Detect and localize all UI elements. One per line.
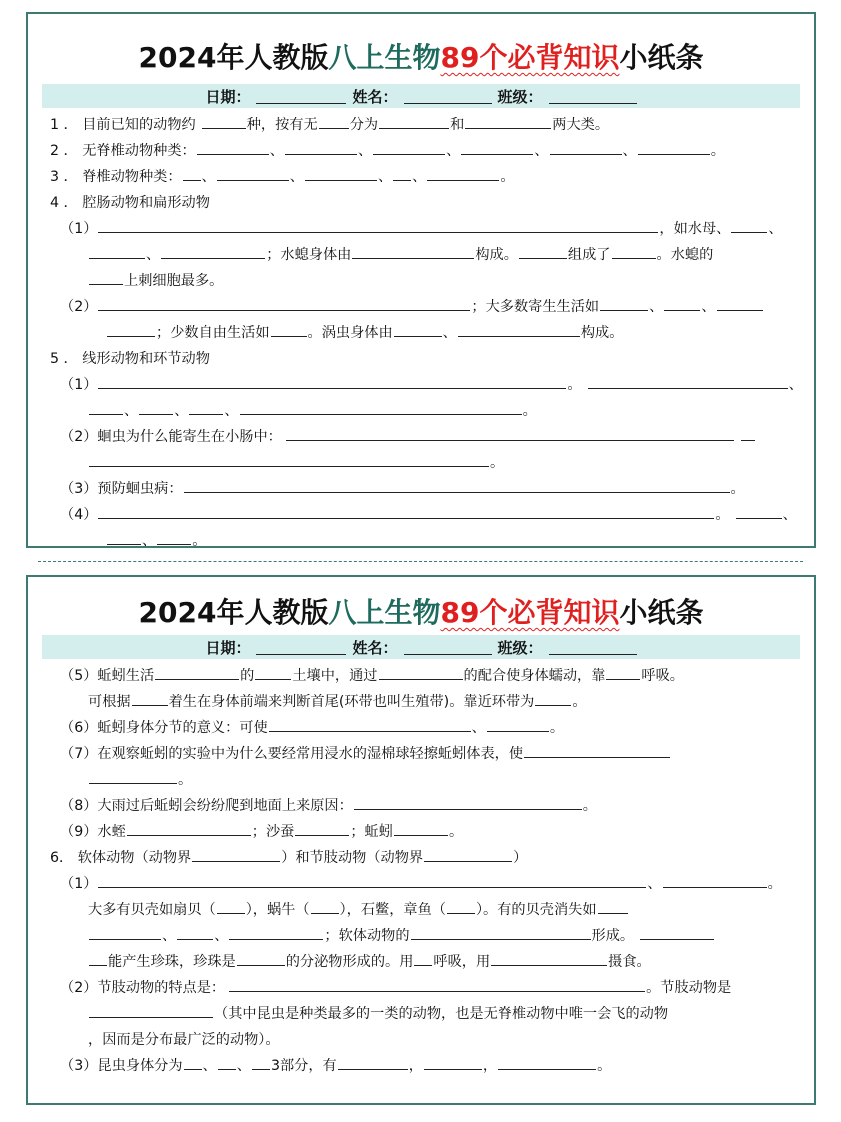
question-5-2-cont: 。 (28, 450, 814, 476)
question-4-1: （1） ，如水母、 、 (60, 221, 783, 237)
question-5-6: （6）蚯蚓身体分节的意义：可使 、 。 (60, 720, 565, 736)
question-6-2-cont2: ，因而是分布最广泛的动物）。 (88, 1032, 280, 1048)
question-5-1-cont: 、 、 、 。 (28, 398, 814, 424)
question-4-2-cont: ；少数自由生活如 。涡虫身体由 、 构成。 (28, 320, 814, 346)
class-label: 班级： (497, 87, 543, 106)
question-5-7: （7）在观察蚯蚓的实验中为什么要经常用浸水的湿棉球轻擦蚯蚓体表，使 (28, 741, 814, 767)
name-label: 姓名： (352, 638, 398, 657)
question-5-8: （8）大雨过后蚯蚓会纷纷爬到地面上来原因： 。 (60, 798, 597, 814)
question-6-3: （3）昆虫身体分为 、 、 3部分，有 ， ， 。 (60, 1058, 612, 1074)
date-blank[interactable] (256, 88, 346, 104)
name-blank[interactable] (404, 88, 492, 104)
question-5-9: （9）水蛭 ；沙蚕 ；蚯蚓 。 (60, 824, 464, 840)
question-6-2: （2）节肢动物的特点是： 。节肢动物是 (60, 980, 732, 996)
page-title: 2024年人教版八上生物89个必背知识小纸条 (138, 41, 704, 74)
question-4-1-cont: 、 ；水螅身体由 构成。 组成了 。水螅的 (28, 242, 814, 268)
question-list-2 (28, 659, 814, 1079)
question-6-1: （1） 、 。 (60, 876, 782, 892)
question-5-5: （5）蚯蚓生活 的 土壤中，通过 的配合使身体蠕动，靠 呼吸。 (60, 668, 684, 684)
info-bar-2 (42, 635, 800, 659)
question-6-2-cont: （其中昆虫是种类最多的一类的动物，也是无脊椎动物中唯一会飞的动物 (28, 1001, 814, 1027)
question-5-1: （1） 。 、 (60, 377, 803, 393)
question-5-4-cont: 、 。 (28, 528, 814, 554)
question-3: 3 ． 脊椎动物种类： 、 、 、 、 。 (50, 169, 515, 185)
worksheet-card-1 (26, 12, 816, 548)
question-2: 2 ． 无脊椎动物种类： 、 、 、 、 、 。 (50, 143, 725, 159)
question-5-5-cont: 可根据 着生在身体前端来判断首尾(环带也叫生殖带)。靠近环带为 。 (88, 694, 587, 710)
question-5: 5 ． 线形动物和环节动物 (50, 351, 210, 367)
name-blank[interactable] (404, 639, 492, 655)
question-4-2: （2） ；大多数寄生生活如 、 、 (28, 294, 814, 320)
class-blank[interactable] (549, 88, 637, 104)
name-label: 姓名： (352, 87, 398, 106)
question-5-4: （4） 。 、 (60, 507, 797, 523)
question-6-1-cont: 大多有贝壳如扇贝（ ），蜗牛（ ），石鳖，章鱼（ ）。有的贝壳消失如 (28, 897, 814, 923)
question-5-7-cont: 。 (28, 767, 814, 793)
date-label: 日期： (205, 638, 251, 657)
class-blank[interactable] (549, 639, 637, 655)
question-6-1-cont2: 、 、 ；软体动物的 形成。 (28, 923, 814, 949)
date-label: 日期： (205, 87, 251, 106)
worksheet-card-2 (26, 575, 816, 1105)
page-title-2: 2024年人教版八上生物89个必背知识小纸条 (138, 596, 704, 629)
info-bar (42, 84, 800, 108)
question-4: 4 ． 腔肠动物和扁形动物 (50, 195, 210, 211)
question-6-1-cont3: 能产生珍珠，珍珠是 的分泌物形成的。用 呼吸，用 摄食。 (28, 949, 814, 975)
question-4-1-cont2: 上刺细胞最多。 (28, 268, 814, 294)
cut-line-divider (38, 561, 803, 562)
question-5-2: （2）蛔虫为什么能寄生在小肠中： (28, 424, 814, 450)
question-6: 6． 软体动物（动物界 ）和节肢动物（动物界 ） (50, 850, 528, 866)
question-list (28, 108, 814, 554)
question-1: 1 ． 目前已知的动物约 种，按有无 分为 和 两大类。 (50, 117, 610, 133)
class-label: 班级： (497, 638, 543, 657)
date-blank[interactable] (256, 639, 346, 655)
question-5-3: （3）预防蛔虫病： 。 (60, 481, 745, 497)
